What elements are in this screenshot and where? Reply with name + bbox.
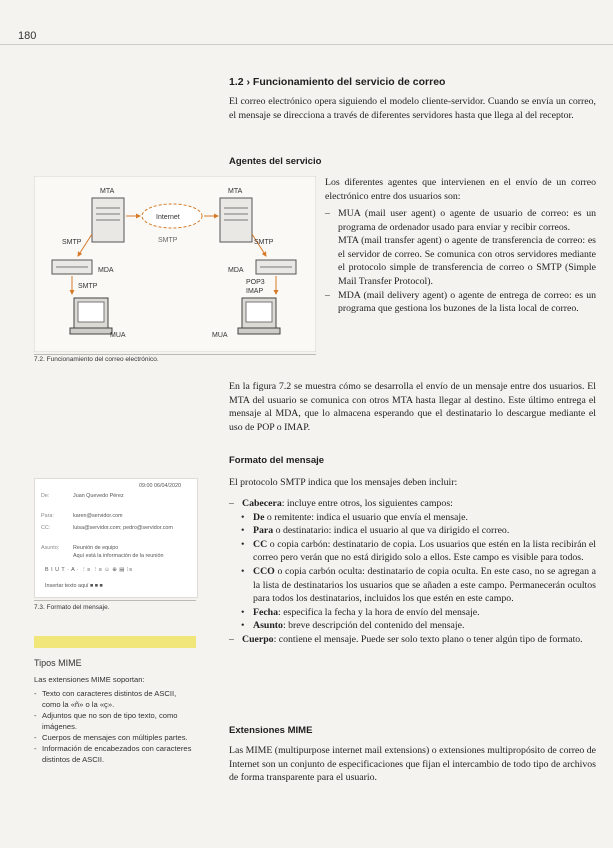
- mta-server-right-icon: [220, 198, 252, 242]
- message-time: 09:00 06/04/2020: [139, 483, 181, 489]
- agent-item: – MDA (mail delivery agent) o agente de entrega de correo: es un programa que gestiona los buzones de la lista local de correo.: [325, 289, 596, 316]
- label-mua-right: MUA: [212, 332, 228, 339]
- format-header-item: [229, 497, 596, 633]
- mime-types-sidebar: [34, 658, 196, 765]
- mail-cc-row: [41, 525, 191, 533]
- mime-text: Las MIME (multipurpose internet mail extensions) o extensiones multipropósito de correo de Internet son un conjunto de especificaciones que fijan el intercambio de todo tipo de archivos de forma transparente para el usuario.: [229, 745, 596, 784]
- field-text: : breve descripción del contenido del mensaje.: [282, 620, 465, 632]
- agents-paragraph: En la figura 7.2 se muestra cómo se desarrolla el envío de un mensaje entre dos usuarios. El MTA del usuario se comunica con otros MTA hasta llegar al destino. Este último entrega el mensaje al MDA, que lo almacena esperando que el destinatario lo descargue mediante el uso de POP o IMAP.: [229, 381, 596, 433]
- agents-intro: Los diferentes agentes que intervienen en el envío de un correo electrónico entre dos usuarios son:: [325, 177, 596, 202]
- label-internet: Internet: [156, 214, 180, 221]
- field-text: : especifica la fecha y la hora de envío del mensaje.: [278, 606, 480, 618]
- sidebar-highlight-bar: [34, 636, 196, 648]
- format-list: [229, 497, 596, 647]
- compose-footer: Insertar texto aquí ■ ■ ■: [45, 583, 103, 589]
- mail-to-row: [41, 513, 191, 521]
- mda-server-right-icon: [256, 260, 296, 274]
- mua-computer-left-icon: [70, 298, 112, 334]
- label-imap: IMAP: [246, 288, 264, 295]
- label-smtp-left: SMTP: [62, 239, 82, 246]
- agent-item: MTA (mail transfer agent) o agente de transferencia de correo: es el servidor de correo. Se comunica con otros servidores mediante el protocolo simple de transferencia de correo o SMTP (Simple Mail Transfer Protocol).: [338, 235, 596, 287]
- sidebar-item: - Adjuntos que no son de tipo texto, como imágenes.: [34, 710, 196, 732]
- row-label: Asunto:: [41, 545, 60, 551]
- sidebar-intro: Las extensiones MIME soportan:: [34, 675, 145, 684]
- sidebar-title: Tipos MIME: [34, 658, 82, 668]
- mda-server-left-icon: [52, 260, 92, 274]
- row-value: Juan Quevedo Pérez: [73, 493, 124, 499]
- row-label: CC:: [41, 525, 51, 531]
- header-text: : incluye entre otros, los siguientes campos:: [281, 498, 453, 509]
- label-mua-left: MUA: [110, 332, 126, 339]
- section-intro: El correo electrónico opera siguiendo el modelo cliente-servidor. Cuando se envía un correo, el mensaje se direcciona a través de diferentes servidores hasta que llega al del receptor.: [229, 96, 596, 121]
- row-label: Para:: [41, 513, 54, 519]
- row-value: luisa@servidor.com; pedro@servidor.com: [73, 525, 173, 531]
- sidebar-item: - Información de encabezados con caracteres distintos de ASCII.: [34, 743, 196, 765]
- format-body-item: [229, 633, 596, 647]
- field-label: Asunto: [253, 620, 283, 632]
- field-label: Para: [253, 525, 274, 537]
- row-label: De:: [41, 493, 50, 499]
- page-number: 180: [18, 30, 37, 42]
- figure1-caption: 7.2. Funcionamiento del correo electrónico.: [34, 356, 159, 363]
- format-intro: El protocolo SMTP indica que los mensajes deben incluir:: [229, 477, 458, 488]
- sidebar-list: [34, 688, 196, 765]
- header-fields-list: [229, 511, 596, 633]
- field-label: Fecha: [253, 606, 279, 618]
- field-item: [229, 524, 596, 538]
- field-label: CCO: [253, 565, 275, 577]
- row-value: karen@servidor.com: [73, 513, 123, 519]
- section-title: 1.2 › Funcionamiento del servicio de correo: [229, 76, 446, 88]
- field-text: o remitente: indica el usuario que envía el mensaje.: [264, 511, 468, 523]
- mail-body-row: [41, 553, 191, 561]
- mime-heading: Extensiones MIME: [229, 725, 313, 736]
- agents-list: [325, 207, 596, 316]
- row-value: Aquí está la información de la reunión: [73, 553, 164, 559]
- header-label: Cabecera: [242, 498, 282, 509]
- field-item: [229, 511, 596, 525]
- agent-item: – MUA (mail user agent) o agente de usuario de correo: es un programa de ordenador usado para enviar y recibir correos.: [325, 207, 596, 234]
- field-text: o copia carbón: destinatario de copia. Los usuarios que estén en la lista recibirán el correo pero verán que no está dirigido solo a ellos. Este campo es visible para todos.: [253, 538, 596, 564]
- label-smtp-low: SMTP: [78, 283, 98, 290]
- format-heading: Formato del mensaje: [229, 455, 325, 466]
- field-text: o copia carbón oculta: destinatario de copia oculta. En este caso, no se agregan a la lista de destinatarios los usuarios que se añaden a este campo. Permanecerán ocultos para todos los destinatarios, incluidos los que estén en este campo.: [253, 565, 596, 605]
- field-item: [229, 538, 596, 565]
- mua-computer-right-icon: [238, 298, 280, 334]
- body-label: Cuerpo: [242, 633, 274, 645]
- agents-heading: Agentes del servicio: [229, 156, 322, 167]
- field-text: o destinatario: indica el usuario al que va dirigido el correo.: [273, 525, 510, 537]
- figure2-caption: 7.3. Formato del mensaje.: [34, 604, 110, 611]
- label-mda-left: MDA: [98, 267, 114, 274]
- row-value: Reunión de equipo: [73, 545, 119, 551]
- field-label: De: [253, 511, 265, 523]
- mta-server-left-icon: [92, 198, 124, 242]
- field-label: CC: [253, 538, 268, 550]
- label-mta-left: MTA: [100, 188, 115, 195]
- mail-subject-row: [41, 545, 191, 553]
- field-item: [229, 565, 596, 606]
- label-mda-right: MDA: [228, 267, 244, 274]
- figure1-caption-rule: [34, 354, 316, 355]
- sidebar-item: - Cuerpos de mensajes con múltiples partes.: [34, 732, 196, 743]
- body-text: : contiene el mensaje. Puede ser solo texto plano o tener algún tipo de formato.: [273, 633, 583, 645]
- sidebar-item: - Texto con caracteres distintos de ASCII, como la «ñ» o la «ç».: [34, 688, 196, 710]
- label-smtp-right: SMTP: [254, 239, 274, 246]
- label-pop3: POP3: [246, 279, 265, 286]
- mail-flow-diagram: [34, 176, 316, 352]
- top-divider: [0, 44, 613, 45]
- message-format-mockup: [34, 478, 198, 598]
- format-toolbar: B I U T · A · ⋮≡ ⋮≡ ☺ ⊕ ▤ ⁝≡: [45, 567, 133, 573]
- field-item: [229, 606, 596, 620]
- field-item: [229, 619, 596, 633]
- label-mta-right: MTA: [228, 188, 243, 195]
- label-smtp-mid: SMTP: [158, 237, 178, 244]
- mail-from-row: [41, 493, 191, 501]
- figure2-caption-rule: [34, 600, 196, 601]
